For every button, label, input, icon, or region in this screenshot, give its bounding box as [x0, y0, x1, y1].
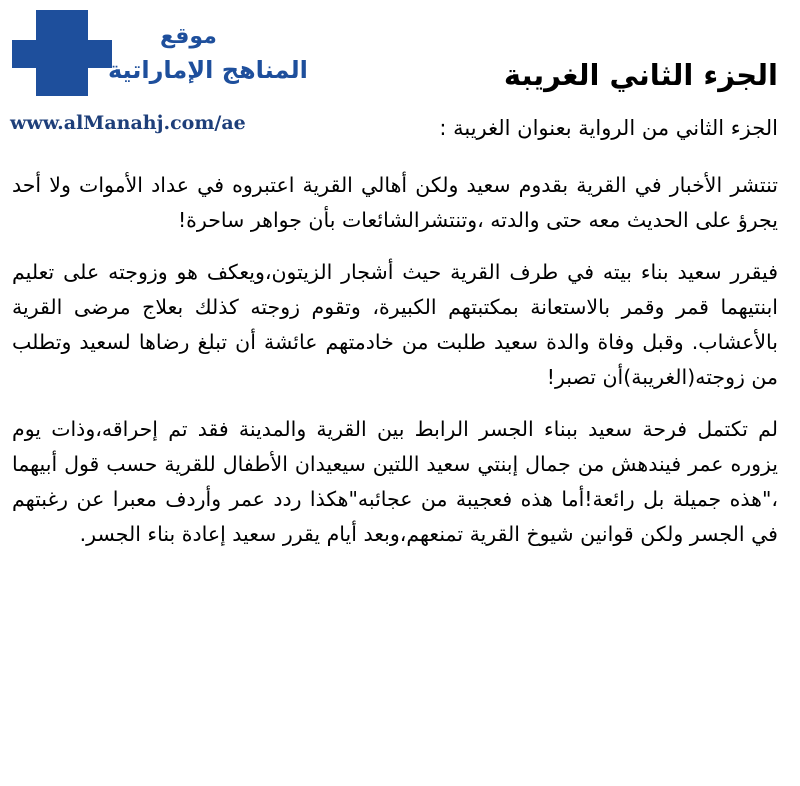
logo-mark-icon: [12, 10, 112, 98]
logo-site-word: موقع: [160, 24, 217, 49]
article-body: [12, 168, 778, 569]
logo-square: [36, 10, 88, 40]
paragraph: فيقرر سعيد بناء بيته في طرف القرية حيث أشجار الزيتون،ويعكف هو وزوجته على تعليم ابنتيهما قمر وقمر بالاستعانة بمكتبتهم الكبيرة، وتقوم زوجته كذلك بعلاج مرضى القرية بالأعشاب. وقبل وفاة والدة سعيد طلبت من خادمتهم عائشة أن تبلغ رضاها لسعيد وتطلب من زوجته(الغريبة)أن تصبر!: [12, 260, 778, 389]
paragraph: لم تكتمل فرحة سعيد ببناء الجسر الرابط بين القرية والمدينة فقد تم إحراقه،وذات يوم يزوره عمر فيندهش من جمال إبنتي سعيد اللتين سيعيدان الأطفال للقرية حسب قول أبيهما ،"هذه جميلة بل رائعة!أما هذه فعجيبة من عجائبه"هكذا ردد عمر وأردف معبرا عن رغبتهم في الجسر ولكن قوانين شيوخ القرية تمنعهم،وبعد أيام يقرر سعيد إعادة بناء الجسر.: [12, 417, 778, 546]
paragraph: تنتشر الأخبار في القرية بقدوم سعيد ولكن أهالي القرية اعتبروه في عداد الأموات ولا أحد يجرؤ على الحديث معه حتى والدته ،وتنتشرالشائعات بأن جواهر ساحرة!: [12, 173, 778, 232]
logo-square: [36, 68, 88, 96]
logo-site-name: المناهج الإماراتية: [108, 56, 308, 84]
page-title: الجزء الثاني الغريبة: [503, 58, 778, 92]
logo-url: www.alManahj.com/ae: [10, 112, 246, 134]
site-logo: [10, 8, 308, 138]
logo-square: [12, 40, 112, 68]
intro-line: الجزء الثاني من الرواية بعنوان الغريبة :: [439, 116, 778, 140]
